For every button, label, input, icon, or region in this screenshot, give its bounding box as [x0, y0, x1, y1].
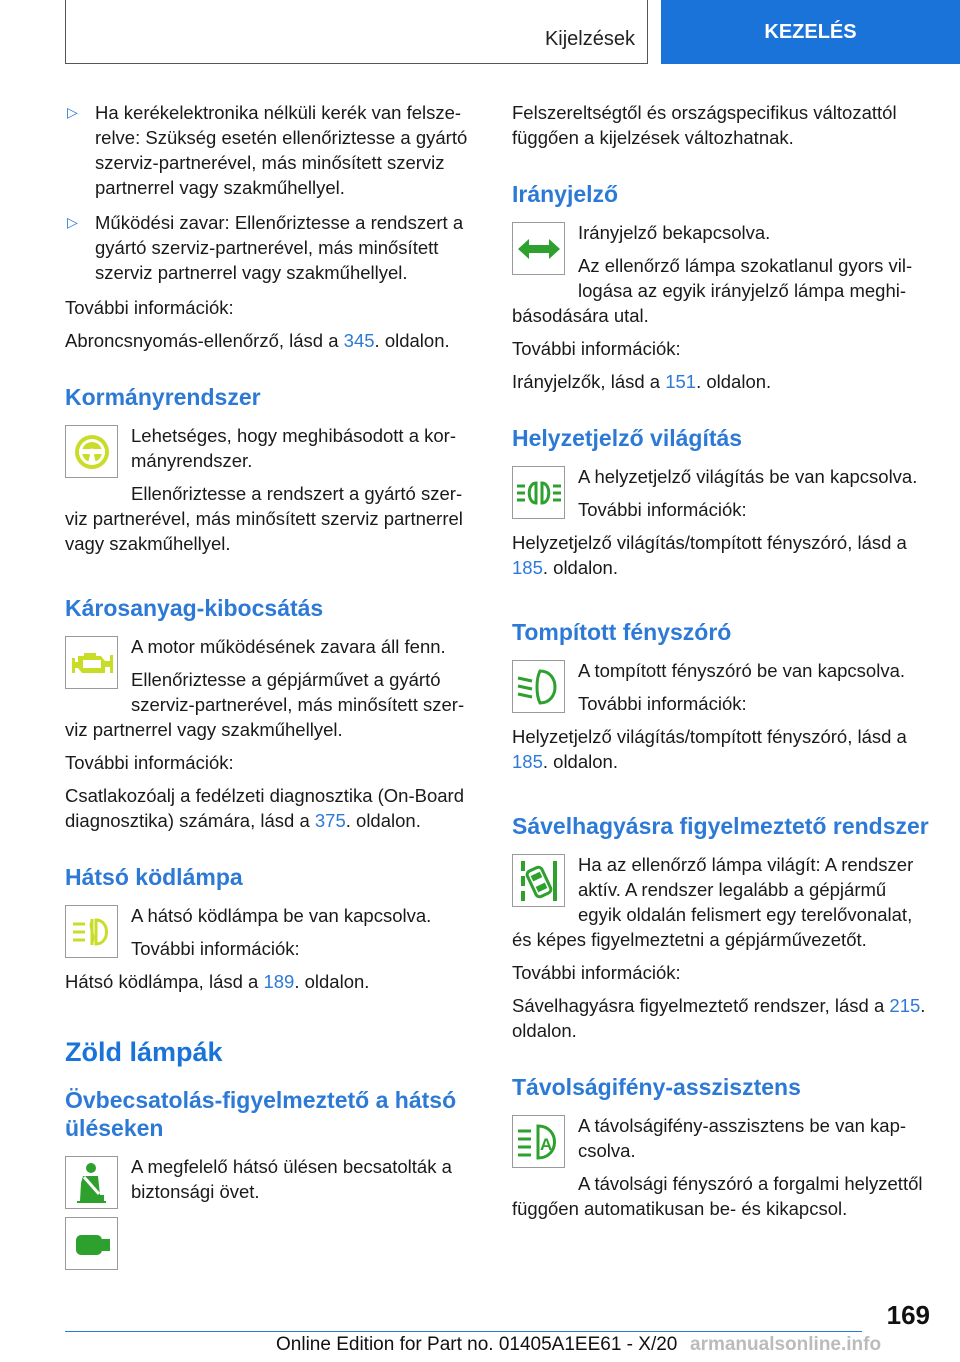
heading-turn: Irányjelző — [512, 181, 619, 207]
page-link[interactable]: 215 — [889, 995, 921, 1016]
cross-reference: Helyzetjelző világítás/tompított fényszóró, lásd a 185. oldalon. — [512, 726, 907, 772]
lane-departure-icon — [512, 854, 565, 907]
heading-lane: Sávelhagyásra figyelmeztető rendszer — [512, 813, 929, 839]
heading-parking: Helyzetjelző világítás — [512, 425, 743, 451]
heading-belt: Övbecsatolás-figyelmeztető a hátsó üléseken — [65, 1087, 457, 1141]
footer-divider — [65, 1331, 862, 1332]
entry-highbeam: A A távolságifény-asszisztens be van kapcsolva. A távolsági fényszóró a forgalmi helyzettől függően automatikusan be- és kikapcsol. — [512, 1115, 923, 1219]
heading-fog: Hátsó ködlámpa — [65, 864, 243, 890]
entry-emission: A motor működésének zavara áll fenn. Ellenőriztesse a gépjárművet a gyártó szerviz-partnerével, más minősített szerviz partnerrel vagy szakműhellyel. — [65, 636, 465, 740]
high-beam-assistant-icon — [512, 1115, 565, 1168]
left-column: ▷ Ha kerékelektronika nélküli kerék van felszerelve: Szükség esetén ellenőriztesse a gyártó szerviz-partnerével, más minősített szerviz partnerrel vagy szakműhellyel. ▷ Működési zavar: Ellenőriztesse a rendszert a gyártó szerviz-partnerével, más minősített szerviz partnerrel vagy szakműhellyel. További információk: Abroncsnyomás-ellenőrző, lásd a 345. oldalon. Kormányrendszer Lehetséges, hogy meghibásodott a kormányrendszer. Ellenőriztesse a rendszert a gyártó szerviz partnerével, más minősített szerviz partnerrel vagy szakműhellyel. Károsanyag-kibocsátás A motor működésének zavara áll fenn. Ellenőriztesse a gépjárművet a gyártó szerviz-partnerével, más minősített szerviz partnerrel vagy szakműhellyel. További információk: Csatlakozóalj a fedélzeti diagnosztika (On-Board diagnosztika) számára, lásd a 375. oldalon. Hátsó ködlámpa A hátsó ködlámpa be van kapcsolva. További információk: Hátsó ködlámpa, lásd a 189. oldalon. Zöld lámpák Övbecsatolás-figyelmeztető a hátsó üléseken A megfelelő hátsó ülésen becsatolták a biztonsági övet. — [65, 100, 475, 1276]
list-item: ▷ Ha kerékelektronika nélküli kerék van felszerelve: Szükség esetén ellenőriztesse a gyártó szerviz-partnerével, más minősített szerviz partnerrel vagy szakműhellyel. — [67, 102, 468, 198]
entry-fog: A hátsó ködlámpa be van kapcsolva. További információk: Hátsó ködlámpa, lásd a 189. oldalon. — [65, 903, 475, 1002]
heading-highbeam: Távolságifény-asszisztens — [512, 1074, 801, 1100]
footer-edition: Online Edition for Part no. 01405A1EE61 - X/20 — [276, 1334, 678, 1355]
entry-green-lamp — [65, 1215, 475, 1276]
entry-turn: Irányjelző bekapcsolva. Az ellenőrző lámpa szokatlanul gyors villogása az egyik irányjelző lámpa meghibásodására utal. — [512, 222, 913, 326]
steering-warning-icon — [65, 425, 118, 478]
cross-reference: Abroncsnyomás-ellenőrző, lásd a 345. oldalon. — [65, 330, 450, 351]
entry-steering: Lehetséges, hogy meghibásodott a kormányrendszer. Ellenőriztesse a rendszert a gyártó szerviz partnerével, más minősített szerviz partnerrel vagy szakműhellyel. — [65, 425, 463, 554]
svg-text:A: A — [539, 1134, 552, 1154]
page-link[interactable]: 185 — [512, 557, 543, 578]
chapter-tab-label: KEZELÉS — [764, 20, 857, 43]
entry-lane: Ha az ellenőrző lámpa világít: A rendszer aktív. A rendszer legalább a gépjármű egyik oldalán felismert egy terelővonalat, és képes figyelmeztetni a gépjárművezetőt. — [512, 854, 914, 950]
turn-signal-icon — [512, 222, 565, 275]
green-indicator-icon — [65, 1217, 118, 1270]
chapter-tab[interactable] — [661, 0, 960, 64]
more-info-label: További információk: — [65, 297, 234, 318]
parking-light-icon — [512, 466, 565, 519]
page-link[interactable]: 345 — [343, 330, 375, 351]
heading-lowbeam: Tompított fényszóró — [512, 619, 732, 645]
seatbelt-icon — [65, 1156, 118, 1209]
list-item: ▷ Működési zavar: Ellenőriztesse a rendszert a gyártó szerviz-partnerével, más minősített szerviz partnerrel vagy szakműhellyel. — [67, 212, 464, 283]
cross-reference: Hátsó ködlámpa, lásd a 189. oldalon. — [65, 971, 370, 992]
heading-emission: Károsanyag-kibocsátás — [65, 595, 324, 621]
cross-reference: Irányjelzők, lásd a 151. oldalon. — [512, 371, 772, 392]
entry-parking: A helyzetjelző világítás be van kapcsolva. További információk: Helyzetjelző világítás/tompított fényszóró, lásd a 185. oldalon. — [512, 464, 932, 588]
triangle-bullet-icon: ▷ — [67, 214, 78, 230]
watermark: armanualsonline.info — [690, 1334, 882, 1355]
cross-reference: Sávelhagyásra figyelmeztető rendszer, lásd a 215. oldalon. — [512, 995, 926, 1041]
cross-reference: Csatlakozóalj a fedélzeti diagnosztika (On-Board diagnosztika) számára, lásd a 375. oldalon. — [65, 785, 464, 831]
rear-fog-light-icon — [65, 905, 118, 958]
page-link[interactable]: 185 — [512, 751, 543, 772]
triangle-bullet-icon: ▷ — [67, 104, 78, 120]
engine-check-icon — [65, 636, 118, 689]
entry-belt: A megfelelő hátsó ülésen becsatolták a biztonsági övet. — [65, 1154, 475, 1215]
section-title: Kijelzések — [544, 28, 635, 50]
low-beam-icon — [512, 660, 565, 713]
page-link[interactable]: 375 — [314, 810, 346, 831]
entry-lowbeam: A tompított fényszóró be van kapcsolva. További információk: Helyzetjelző világítás/tompított fényszóró, lásd a 185. oldalon. — [512, 658, 932, 782]
right-column: Felszereltségtől és országspecifikus változattól függően a kijelzések változhatnak. Irányjelző Irányjelző bekapcsolva. Az ellenőrző lámpa szokatlanul gyors villogása az egyik irányjelző lámpa meghibásodására utal. További információk: Irányjelzők, lásd a 151. oldalon. Helyzetjelző világítás A helyzetjelző világítás be van kapcsolva. További információk: Helyzetjelző világítás/tompított fényszóró, lásd a 185. oldalon. Tompított fényszóró A tompított fényszóró be van kapcsolva. További információk: Helyzetjelző világítás/tompított fényszóró, lásd a 185. oldalon. Sávelhagyásra figyelmeztető rendszer Ha az ellenőrző lámpa világít: A rendszer aktív. A rendszer legalább a gépjármű egyik oldalán felismert egy terelővonalat, és képes figyelmeztetni a gépjárművezetőt. További információk: Sávelhagyásra figyelmeztető rendszer, lásd a 215. oldalon. Távolságifény-asszisztens A A távolságifény-asszisztens be van kapcsolva. A távolsági fényszóró a forgalmi helyzettől függően automatikusan be- és kikapcsol. — [512, 100, 932, 1229]
page-link[interactable]: 189 — [263, 971, 295, 992]
page-link[interactable]: 151 — [665, 371, 697, 392]
heading-green-lamps: Zöld lámpák — [65, 1037, 223, 1067]
intro-text: Felszereltségtől és országspecifikus változattól függően a kijelzések változhatnak. — [512, 102, 897, 148]
page-number: 169 — [886, 1300, 930, 1330]
cross-reference: Helyzetjelző világítás/tompított fényszóró, lásd a 185. oldalon. — [512, 532, 907, 578]
heading-steering: Kormányrendszer — [65, 384, 261, 410]
